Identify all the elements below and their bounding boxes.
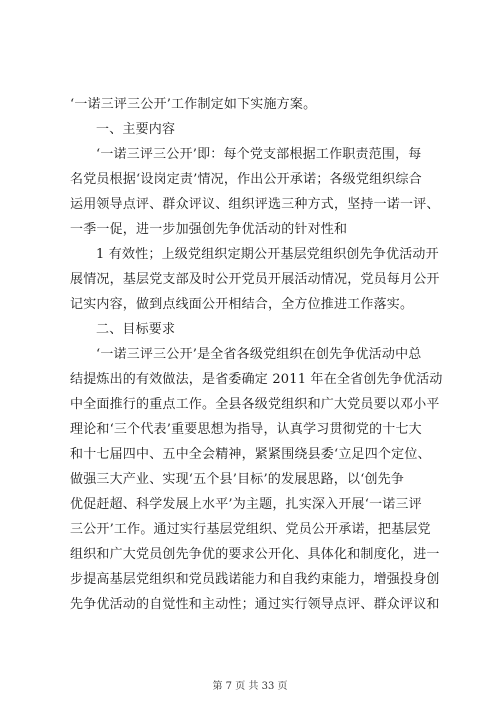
section-heading: 二、目标要求	[96, 322, 176, 337]
body-line: 组织和广大党员创先争优的要求公开化、具体化和制度化，进一	[70, 547, 440, 562]
paragraph-start-line: 1 有效性；上级党组织定期公开基层党组织创先争优活动开	[96, 247, 439, 262]
body-line: 记实内容，做到点线面公开相结合，全方位推进工作落实。	[70, 297, 414, 312]
section-heading: 一、主要内容	[96, 122, 176, 137]
body-line: 结提炼出的有效做法，是省委确定 2011 年在全省创先争优活动	[70, 372, 443, 387]
body-line: 先争优活动的自觉性和主动性；通过实行领导点评、群众评议和	[70, 597, 440, 612]
body-line: 名党员根据‘设岗定责’情况，作出公开承诺；各级党组织综合	[70, 172, 422, 187]
body-line: 优促赶超、科学发展上水平’为主题，扎实深入开展‘一诺三评	[70, 497, 422, 512]
body-line: 三公开’工作。通过实行基层党组织、党员公开承诺，把基层党	[70, 522, 431, 537]
body-line: 运用领导点评、群众评议、组织评选三种方式，坚持一诺一评、	[70, 197, 440, 212]
document-body	[70, 92, 444, 617]
body-line: 和十七届四中、五中全会精神，紧紧围绕县委‘立足四个定位、	[70, 447, 431, 462]
body-line: ‘一诺三评三公开’工作制定如下实施方案。	[70, 97, 317, 112]
body-line: 步提高基层党组织和党员践诺能力和自我约束能力，增强投身创	[70, 572, 440, 587]
body-line: 一季一促，进一步加强创先争优活动的针对性和	[70, 222, 348, 237]
body-line: 理论和‘三个代表’重要思想为指导，认真学习贯彻党的十七大	[70, 422, 422, 437]
body-line: 做强三大产业、实现‘五个县’目标’的发展思路，以‘创先争	[70, 472, 405, 487]
paragraph-start-line: ‘一诺三评三公开’即：每个党支部根据工作职责范围，每	[96, 147, 422, 162]
body-line: 中全面推行的重点工作。全县各级党组织和广大党员要以邓小平	[70, 397, 440, 412]
page-number-footer: 第 7 页 共 33 页	[212, 681, 288, 692]
body-line: 展情况，基层党支部及时公开党员开展活动情况，党员每月公开	[70, 272, 440, 287]
paragraph-start-line: ‘一诺三评三公开’是全省各级党组织在创先争优活动中总	[96, 347, 422, 362]
